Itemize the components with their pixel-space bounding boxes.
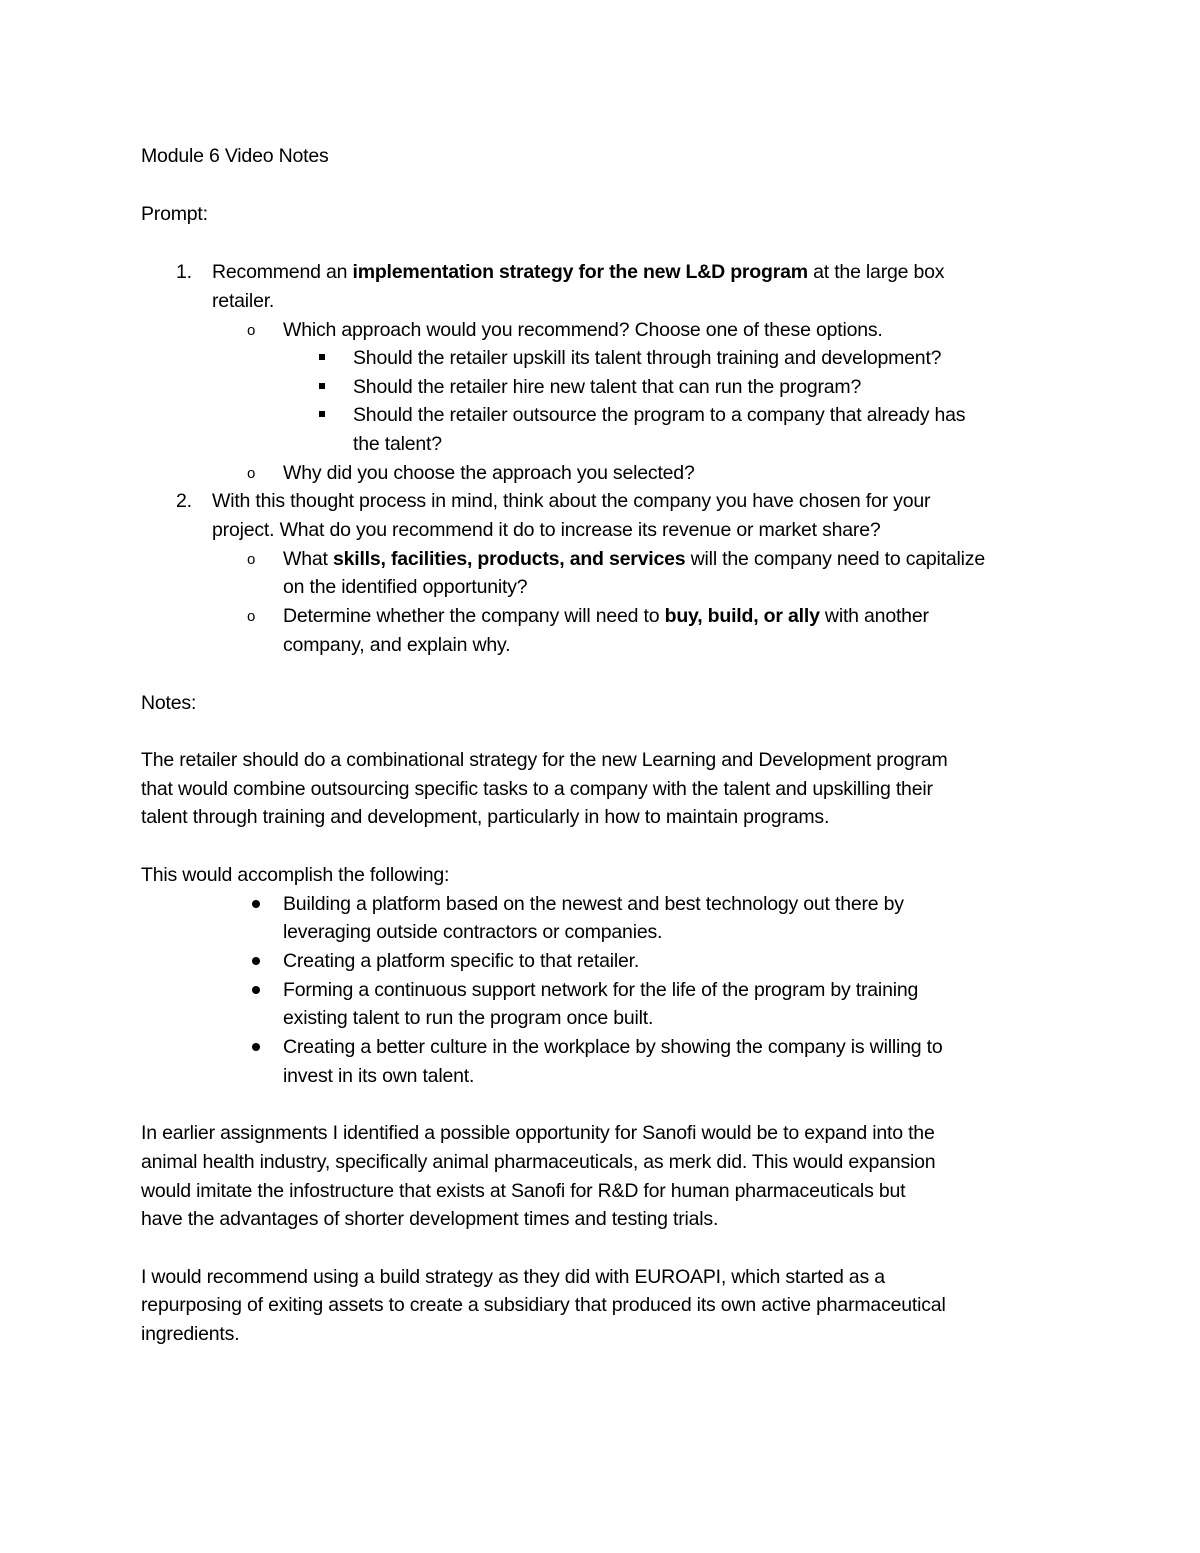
- bullet-item-4: Creating a better culture in the workplace by showing the company is willing to: [283, 1036, 943, 1058]
- q2-sub1-text-end: will the company need to capitalize: [685, 548, 986, 570]
- bullet-dot-icon: [252, 957, 260, 965]
- q1-bold-text: implementation strategy for the new L&D program: [352, 261, 808, 283]
- paragraph-3-line-1: I would recommend using a build strategy as they did with EUROAPI, which started as a: [141, 1266, 885, 1288]
- q1-text-end: at the large box: [807, 261, 945, 283]
- q2-sub2-text-end: with another: [819, 605, 929, 627]
- document-title: Module 6 Video Notes: [141, 145, 329, 167]
- accomplish-label: This would accomplish the following:: [141, 864, 450, 886]
- notes-label: Notes:: [141, 692, 197, 714]
- q2-sub2-bold-text: buy, build, or ally: [664, 605, 820, 627]
- square-bullet-icon: [319, 411, 325, 417]
- list-number-2: 2.: [176, 490, 192, 512]
- circle-bullet-icon: o: [247, 322, 256, 339]
- bullet-item-3: Forming a continuous support network for the life of the program by training: [283, 979, 919, 1001]
- paragraph-2-line-1: In earlier assignments I identified a possible opportunity for Sanofi would be to expand into the: [141, 1122, 935, 1144]
- q2-sub1-text: What: [283, 548, 333, 570]
- q1-sub-item-2: Why did you choose the approach you selected?: [283, 462, 695, 484]
- q2-sub2-text: Determine whether the company will need to: [283, 605, 665, 627]
- paragraph-3-line-3: ingredients.: [141, 1323, 240, 1345]
- square-bullet-icon: [319, 383, 325, 389]
- q2-sub1-bold-text: skills, facilities, products, and services: [332, 548, 686, 570]
- option-item-3-continuation: the talent?: [353, 433, 442, 455]
- bullet-item-3-continuation: existing talent to run the program once built.: [283, 1007, 654, 1029]
- list-number-1: 1.: [176, 261, 192, 283]
- paragraph-1-line-1: The retailer should do a combinational strategy for the new Learning and Development program: [141, 749, 948, 771]
- bullet-item-2: Creating a platform specific to that retailer.: [283, 950, 640, 972]
- option-item-1: Should the retailer upskill its talent through training and development?: [353, 347, 942, 369]
- q2-sub-item-1: [283, 545, 985, 574]
- paragraph-1-line-2: that would combine outsourcing specific tasks to a company with the talent and upskilling their: [141, 778, 933, 800]
- bullet-item-1: Building a platform based on the newest and best technology out there by: [283, 893, 904, 915]
- option-item-3: Should the retailer outsource the program to a company that already has: [353, 404, 966, 426]
- square-bullet-icon: [319, 354, 325, 360]
- circle-bullet-icon: o: [247, 465, 256, 482]
- paragraph-2-line-3: would imitate the infostructure that exists at Sanofi for R&D for human pharmaceuticals but: [141, 1180, 906, 1202]
- q1-text: Recommend an: [212, 261, 353, 283]
- q2-sub-item-2-continuation: company, and explain why.: [283, 634, 511, 656]
- question-1-line: [212, 258, 944, 287]
- q2-sub-item-1-continuation: on the identified opportunity?: [283, 576, 528, 598]
- circle-bullet-icon: o: [247, 608, 256, 625]
- paragraph-2-line-2: animal health industry, specifically animal pharmaceuticals, as merk did. This would expansion: [141, 1151, 936, 1173]
- question-1-continuation: retailer.: [212, 290, 275, 312]
- question-2-line-2: project. What do you recommend it do to increase its revenue or market share?: [212, 519, 881, 541]
- paragraph-2-line-4: have the advantages of shorter development times and testing trials.: [141, 1208, 719, 1230]
- bullet-item-1-continuation: leveraging outside contractors or companies.: [283, 921, 663, 943]
- question-2-line-1: With this thought process in mind, think about the company you have chosen for your: [212, 490, 931, 512]
- prompt-label: Prompt:: [141, 203, 208, 225]
- bullet-item-4-continuation: invest in its own talent.: [283, 1065, 475, 1087]
- q2-sub-item-2: [283, 602, 929, 631]
- paragraph-1-line-3: talent through training and development, particularly in how to maintain programs.: [141, 806, 830, 828]
- q1-sub-item-1: Which approach would you recommend? Choose one of these options.: [283, 319, 883, 341]
- paragraph-3-line-2: repurposing of exiting assets to create a subsidiary that produced its own active pharmaceutical: [141, 1294, 946, 1316]
- bullet-dot-icon: [252, 900, 260, 908]
- bullet-dot-icon: [252, 986, 260, 994]
- option-item-2: Should the retailer hire new talent that can run the program?: [353, 376, 862, 398]
- circle-bullet-icon: o: [247, 551, 256, 568]
- bullet-dot-icon: [252, 1043, 260, 1051]
